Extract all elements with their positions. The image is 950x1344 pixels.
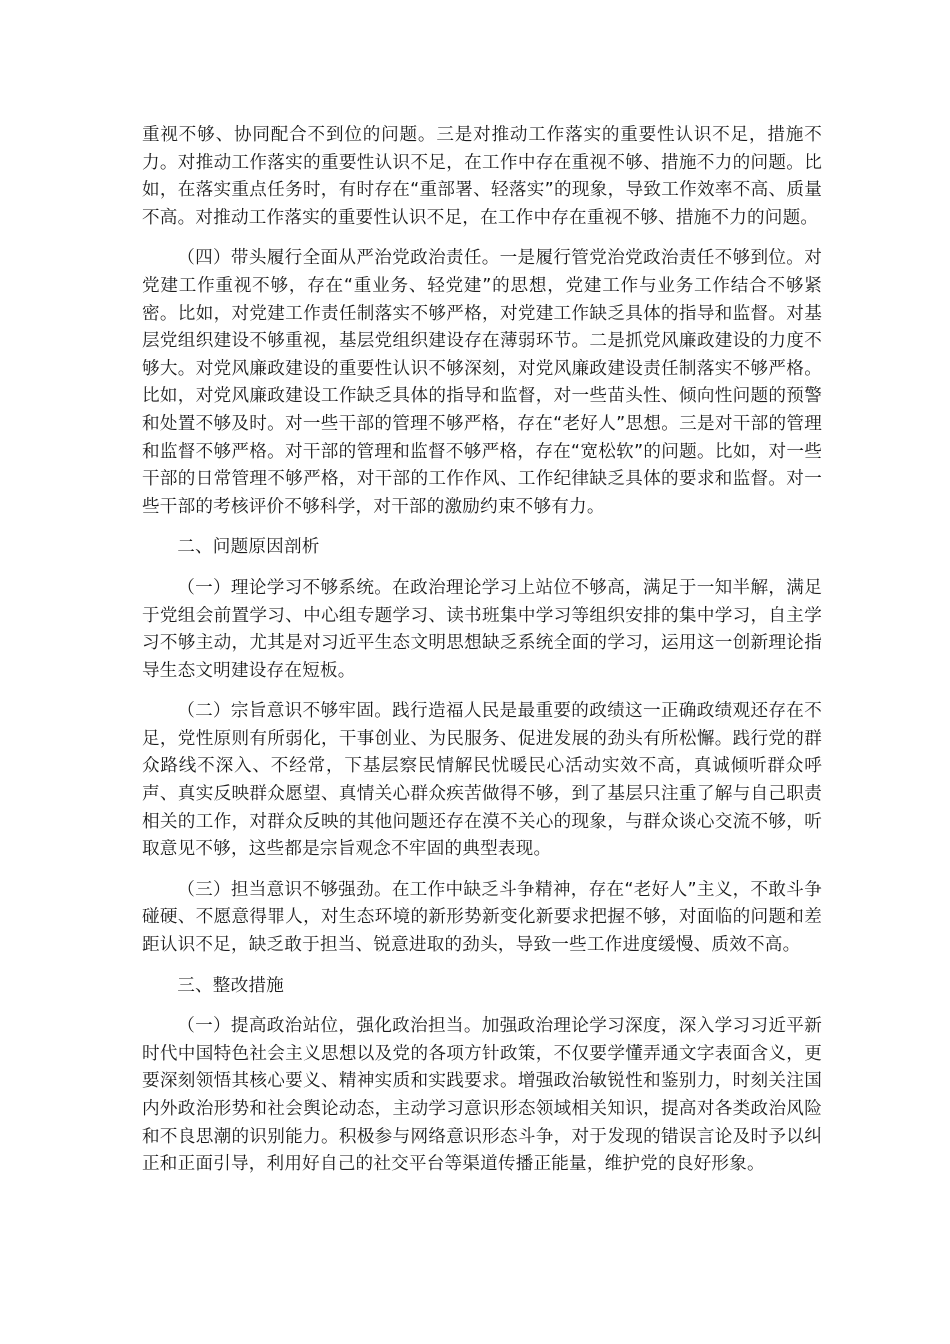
heading-cause-analysis: 二、问题原因剖析 — [177, 537, 320, 558]
paragraph-measure-1: （一）提高政治站位，强化政治担当。加强政治理论学习深度，深入学习习近平新时代中国特色社会主义思想以及党的各项方针政策，不仅要学懂弄通文字表面含义，更要深刻领悟其核心要义、精神实质和实践要求。增强政治敏锐性和鉴别力，时刻关注国内外政治形势和社会舆论动态，主动学习意识形态领域相关知识，提高对各类政治风险和不良思潮的识别能力。积极参与网络意识形态斗争，对于发现的错误言论及时予以纠正和正面引导，利用好自己的社交平台等渠道传播正能量，维护党的良好形象。 — [142, 1016, 822, 1175]
paragraph-cause-2: （二）宗旨意识不够牢固。践行造福人民是最重要的政绩这一正确政绩观还存在不足，党性原则有所弱化，干事创业、为民服务、促进发展的劲头有所松懈。践行党的群众路线不深入、不经常，下基层察民情解民忧暖民心活动实效不高，真诚倾听群众呼声、真实反映群众愿望、真情关心群众疾苦做得不够，到了基层只注重了解与自己职责相关的工作，对群众反映的其他问题还存在漠不关心的现象，与群众谈心交流不够，听取意见不够，这些都是宗旨观念不牢固的典型表现。 — [142, 701, 822, 860]
paragraph-cause-3: （三）担当意识不够强劲。在工作中缺乏斗争精神，存在“老好人”主义，不敢斗争碰硬、不愿意得罪人，对生态环境的新形势新变化新要求把握不够，对面临的问题和差距认识不足，缺乏敢于担当、锐意进取的劲头，导致一些工作进度缓慢、质效不高。 — [142, 879, 822, 956]
document-page — [142, 122, 822, 1192]
paragraph-continuation: 重视不够、协同配合不到位的问题。三是对推动工作落实的重要性认识不足，措施不力。对推动工作落实的重要性认识不足，在工作中存在重视不够、措施不力的问题。比如，在落实重点任务时，有时存在“重部署、轻落实”的现象，导致工作效率不高、质量不高。对推动工作落实的重要性认识不足，在工作中存在重视不够、措施不力的问题。 — [142, 125, 822, 228]
heading-rectification-measures: 三、整改措施 — [177, 975, 284, 996]
paragraph-cause-1: （一）理论学习不够系统。在政治理论学习上站位不够高，满足于一知半解，满足于党组会前置学习、中心组专题学习、读书班集中学习等组织安排的集中学习，自主学习不够主动，尤其是对习近平生态文明思想缺乏系统全面的学习，运用这一创新理论指导生态文明建设存在短板。 — [142, 577, 822, 681]
paragraph-section-1-4: （四）带头履行全面从严治党政治责任。一是履行管党治党政治责任不够到位。对党建工作重视不够，存在“重业务、轻党建”的思想，党建工作与业务工作结合不够紧密。比如，对党建工作责任制落实不够严格，对党建工作缺乏具体的指导和监督。对基层党组织建设不够重视，基层党组织建设存在薄弱环节。二是抓党风廉政建设的力度不够大。对党风廉政建设的重要性认识不够深刻，对党风廉政建设责任制落实不够严格。比如，对党风廉政建设工作缺乏具体的指导和监督，对一些苗头性、倾向性问题的预警和处置不够及时。对一些干部的管理不够严格，存在“老好人”思想。三是对干部的管理和监督不够严格。对干部的管理和监督不够严格，存在“宽松软”的问题。比如，对一些干部的日常管理不够严格，对干部的工作作风、工作纪律缺乏具体的要求和监督。对一些干部的考核评价不够科学，对干部的激励约束不够有力。 — [142, 248, 822, 517]
